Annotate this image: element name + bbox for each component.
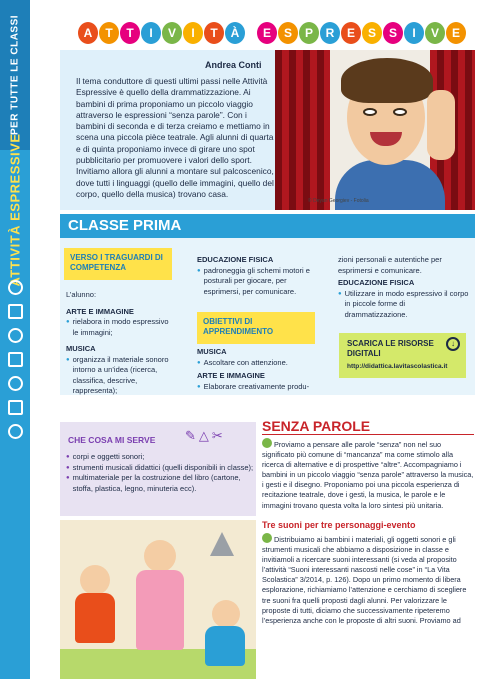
musica-item bbox=[66, 355, 176, 397]
lead-icon bbox=[262, 438, 272, 448]
ob-ed-fisica-title: EDUCAZIONE FISICA bbox=[338, 278, 415, 287]
page-title bbox=[78, 22, 466, 44]
serve-item-text: ● multimateriale per la costruzione del libro (cartone, stoffa, plastica, legno, minuteria ecc). bbox=[72, 473, 241, 493]
tools-icons bbox=[185, 428, 226, 444]
title-letter: P bbox=[299, 22, 319, 44]
child-right-head bbox=[212, 600, 240, 628]
title-letter: A bbox=[78, 22, 98, 44]
child-left-body bbox=[75, 593, 115, 643]
boy-eye-left bbox=[363, 108, 377, 116]
musica-title: MUSICA bbox=[66, 344, 96, 353]
traguardi-label: VERSO I TRAGUARDI DI COMPETENZA bbox=[64, 248, 172, 280]
ed-fisica-item bbox=[197, 266, 325, 298]
sidebar-section-label: PER TUTTE LE CLASSI bbox=[9, 14, 21, 136]
triangle-instrument-icon bbox=[210, 532, 234, 556]
title-letter: E bbox=[257, 22, 277, 44]
child-middle-head bbox=[144, 540, 176, 572]
musica-item-text: ● organizza il materiale sonoro intorno a un’idea (ricerca, classifica, descrive, rappresenta); bbox=[72, 354, 169, 395]
title-letter: T bbox=[99, 22, 119, 44]
boy-hand bbox=[427, 90, 455, 160]
tre-suoni-text: Distribuiamo ai bambini i materiali, gli oggetti sonori e gli strumenti musicali che abbiamo a disposizione in classe e invitiamoli a ricercare suoni interessanti (si veda al proposito l’attività “Suoni interessanti nascosti nelle cose” in “La Vita Scolastica” 3/2014, p. 126). Dopo un primo momento di libera esplorazione, richiamiamo l’attenzione e cerchiamo di scegliere tre suoni fra quelli proposti dagli alunni. Per valorizzare le proposte di tutti, diciamo che successivamente ripeteremo l’esperienza anche con le proposte di altri suoni. Proviamo ad bbox=[262, 535, 467, 625]
classe-prima-title: CLASSE PRIMA bbox=[68, 217, 182, 234]
scarica-url-link[interactable]: http://didattica.lavitascolastica.it bbox=[347, 363, 448, 370]
curtain-left bbox=[275, 50, 330, 210]
title-letter: E bbox=[341, 22, 361, 44]
serve-item bbox=[66, 463, 254, 474]
ed-fisica-item-text: ● padroneggia gli schemi motori e posturali per giocare, per esprimersi, per comunicare. bbox=[203, 265, 310, 296]
lead-icon bbox=[262, 533, 272, 543]
pencil-icon: ✎ bbox=[185, 428, 199, 443]
child-left-head bbox=[80, 565, 110, 595]
title-letter: V bbox=[425, 22, 445, 44]
child-left bbox=[70, 565, 120, 655]
ob-arte-item-text: ● Elaborare creativamente produ- bbox=[203, 381, 310, 391]
camera-icon bbox=[8, 400, 23, 415]
serve-item-text: ● corpi e oggetti sonori; bbox=[72, 452, 145, 461]
photo-credit: © Deyan Georgiev - Fotolia bbox=[308, 198, 369, 204]
child-right bbox=[200, 600, 250, 670]
tre-suoni-paragraph bbox=[262, 533, 474, 626]
title-letter: S bbox=[278, 22, 298, 44]
mask-icon bbox=[8, 304, 23, 319]
author-byline: Andrea Conti bbox=[205, 60, 262, 70]
classe-col-2b bbox=[197, 347, 325, 392]
title-letter: T bbox=[120, 22, 140, 44]
arte-title: ARTE E IMMAGINE bbox=[66, 306, 134, 316]
title-letter: R bbox=[320, 22, 340, 44]
child-middle bbox=[132, 540, 188, 660]
set-square-icon: △ bbox=[198, 428, 212, 443]
title-letter: S bbox=[383, 22, 403, 44]
senza-parole-rule bbox=[262, 434, 474, 435]
child-middle-body bbox=[136, 570, 184, 650]
title-letter: I bbox=[141, 22, 161, 44]
scarica-title: SCARICA LE RISORSE DIGITALI bbox=[347, 339, 434, 358]
brush-icon bbox=[8, 352, 23, 367]
child-right-body bbox=[205, 626, 245, 666]
senza-parole-title: SENZA PAROLE bbox=[262, 418, 371, 434]
children-illustration bbox=[60, 520, 256, 679]
alunno-intro: L’alunno: bbox=[66, 290, 97, 299]
ob-ed-fisica-item-text: ● Utilizzare in modo espressivo il corpo in piccole forme di drammatizzazione. bbox=[344, 288, 469, 319]
serve-item bbox=[66, 473, 254, 494]
title-letter: À bbox=[225, 22, 245, 44]
ob-ed-fisica-item bbox=[338, 289, 470, 321]
classe-col-3 bbox=[338, 255, 470, 320]
ob-arte-item bbox=[197, 382, 325, 393]
title-letter: I bbox=[404, 22, 424, 44]
sidebar-icons bbox=[5, 280, 25, 439]
ob-musica-item-text: ● Ascoltare con attenzione. bbox=[203, 357, 288, 367]
music-note-icon bbox=[8, 328, 23, 343]
boy-hair bbox=[341, 58, 433, 103]
boy-curtain-photo bbox=[275, 50, 475, 210]
palette-icon bbox=[8, 280, 23, 295]
classe-col-2 bbox=[197, 255, 325, 297]
title-letter: V bbox=[162, 22, 182, 44]
col3-continuation: zioni personali e autentiche per esprimersi e comunicare. bbox=[338, 255, 442, 275]
drum-icon bbox=[8, 376, 23, 391]
ob-musica-item bbox=[197, 358, 325, 369]
ed-fisica-title: EDUCAZIONE FISICA bbox=[197, 255, 274, 264]
title-letter: T bbox=[204, 22, 224, 44]
obiettivi-label: OBIETTIVI DI APPRENDIMENTO bbox=[197, 312, 315, 344]
download-icon[interactable]: ↓ bbox=[446, 337, 460, 351]
ball-icon bbox=[8, 424, 23, 439]
title-letter: E bbox=[446, 22, 466, 44]
intro-paragraph: Il tema conduttore di questi ultimi passi nelle Attività Espressive è quello della drammatizzazione. Ai bambini di prima proponiamo un piccolo viaggio attraverso le espressioni “senza parole”. Con i bambini di seconda e di terza creiamo e mettiamo in scena una piccola pièce teatrale. Agli alunni di quarta e di quinta proponiamo invece di girare uno spot pubblicitario per promuovere i valori dello sport. Invitiamo allora gli alunni a montare sul palcoscenico, dove tutti i linguaggi (quello delle immagini, quello del corpo, quello della musica) trovano casa. bbox=[76, 76, 274, 199]
arte-item-text: ● rielabora in modo espressivo le immagini; bbox=[72, 317, 169, 337]
tre-suoni-title: Tre suoni per tre personaggi-evento bbox=[262, 520, 416, 530]
title-letter: I bbox=[183, 22, 203, 44]
arte-item bbox=[66, 317, 176, 338]
serve-item-text: ● strumenti musicali didattici (quelli disponibili in classe); bbox=[72, 462, 254, 472]
scarica-risorse-box[interactable] bbox=[339, 333, 466, 378]
senza-parole-text: Proviamo a pensare alle parole “senza” non nel suo significato più comune di “mancanza” ma come stimolo alla ricerca di alternative e di prospettive “altre”. Accompagniamo i bambini in un piccolo viaggio “senza parole” attraverso la musica, i gesti e il disegno. Proponiamo poi una piccola esperienza di recitazione teatrale, dove i gesti, la musica, le parole e le immagini trovano questa volta la loro sintesi più unitaria. bbox=[262, 440, 474, 510]
ob-arte-title: ARTE E IMMAGINE bbox=[197, 371, 265, 380]
scissors-icon: ✂ bbox=[211, 428, 226, 443]
classe-col-1 bbox=[66, 290, 176, 397]
boy-eye-right bbox=[393, 108, 407, 116]
title-letter: S bbox=[362, 22, 382, 44]
serve-item bbox=[66, 452, 254, 463]
sidebar-topic-label: ATTIVITÀ ESPRESSIVE bbox=[7, 133, 23, 287]
serve-title: CHE COSA MI SERVE bbox=[68, 435, 156, 445]
serve-list bbox=[66, 452, 254, 494]
senza-parole-paragraph bbox=[262, 438, 474, 511]
ob-musica-title: MUSICA bbox=[197, 347, 227, 356]
